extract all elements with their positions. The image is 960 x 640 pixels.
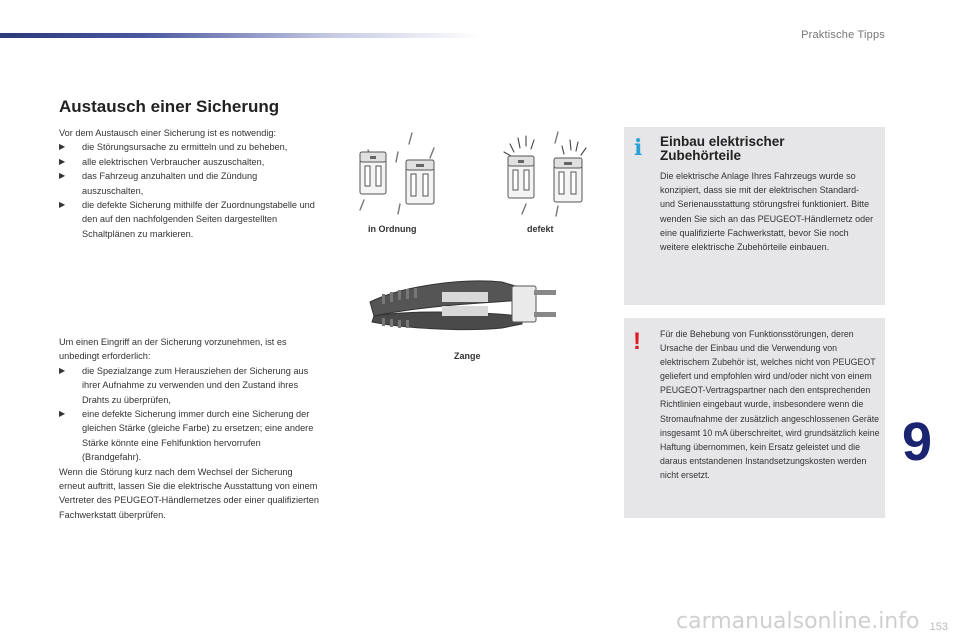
list-item: ▶ alle elektrischen Verbraucher auszuschalten, [59,155,321,169]
intro-section [59,126,321,241]
warning-box-text: Für die Behebung von Funktionsstörungen, deren Ursache der Einbau und die Verwendung von elektrischem Zubehör ist, welches nicht von PEUGEOT geliefert und empfohlen wird und/oder nicht von einem PEUGEOT-Vertragspartner nach den entsprechenden Richtlinien eingebaut wurde, insbesondere wenn die Stromaufnahme der zusätzlich angeschlossenen Geräte insgesamt 10 mA überschreitet, wird grundsätzlich keine Haftung übernommen, kein Ersatz geleistet und die daraus entstandenen Instandsetzungskosten werden nicht ersetzt. [660,329,880,480]
bullet-icon: ▶ [59,365,66,375]
list-item: ▶ eine defekte Sicherung immer durch eine Sicherung der gleichen Stärke (gleiche Farbe) zu ersetzen; eine andere Stärke könnte eine Fehlfunktion hervorrufen (Brandgefahr). [59,409,314,463]
fuse-defect-illustration [496,126,596,218]
intro-list [59,140,321,241]
intro-lead: Vor dem Austausch einer Sicherung ist es notwendig: [59,128,277,138]
info-box-title: Einbau elektrischer Zubehörteile [660,134,785,163]
chapter-number: 9 [902,412,933,472]
procedure-section [59,335,321,522]
procedure-list [59,364,321,465]
bullet-icon: ▶ [59,156,66,166]
warning-box [624,318,885,518]
info-box-text: Die elektrische Anlage Ihres Fahrzeugs wurde so konzipiert, dass sie mit der elektrischen Standard- und Serienausstattung störungsfrei funktioniert. Bitte wenden Sie sich an das PEUGEOT-Händlernetz oder eine qualifizierte Fachwerkstatt, bevor Sie noch weitere elektrische Zubehörteile einbauen. [660,171,874,253]
list-item: ▶ das Fahrzeug anzuhalten und die Zündung auszuschalten, [59,171,258,196]
header-bar [0,33,480,38]
fuse-ok-illustration [350,128,450,218]
section-label: Praktische Tipps [801,29,885,41]
bullet-icon: ▶ [59,200,66,210]
bullet-icon: ▶ [59,409,66,419]
list-item: ▶ die Spezialzange zum Herausziehen der Sicherung aus ihrer Aufnahme zu verwenden und den Zustand ihres Drahts zu überprüfen, [59,365,309,405]
bullet-icon: ▶ [59,171,66,181]
page-number: 153 [929,621,948,633]
page-title: Austausch einer Sicherung [59,97,280,116]
watermark: carmanualsonline.info [676,609,920,634]
warning-icon: ! [633,328,641,355]
pliers-label: Zange [454,351,481,361]
fuse-ok-label: in Ordnung [368,224,417,234]
fuse-pliers-illustration [362,272,566,334]
info-icon: i [634,135,643,161]
fuse-defect-label: defekt [527,224,554,234]
procedure-closing: Wenn die Störung kurz nach dem Wechsel der Sicherung erneut auftritt, lassen Sie die elektrische Ausstattung von einem Vertreter des PEUGEOT-Händlernetzes oder einer qualifizierten Fachwerkstatt überprüfen. [59,466,319,520]
list-item: ▶ die defekte Sicherung mithilfe der Zuordnungstabelle und den auf den nachfolgenden Seiten dargestellten Schaltplänen zu markieren. [59,200,315,239]
bullet-icon: ▶ [59,142,66,152]
list-item: ▶ die Störungsursache zu ermitteln und zu beheben, [59,140,321,154]
procedure-lead: Um einen Eingriff an der Sicherung vorzunehmen, ist es unbedingt erforderlich: [59,337,287,362]
info-box-accessories [624,127,885,305]
